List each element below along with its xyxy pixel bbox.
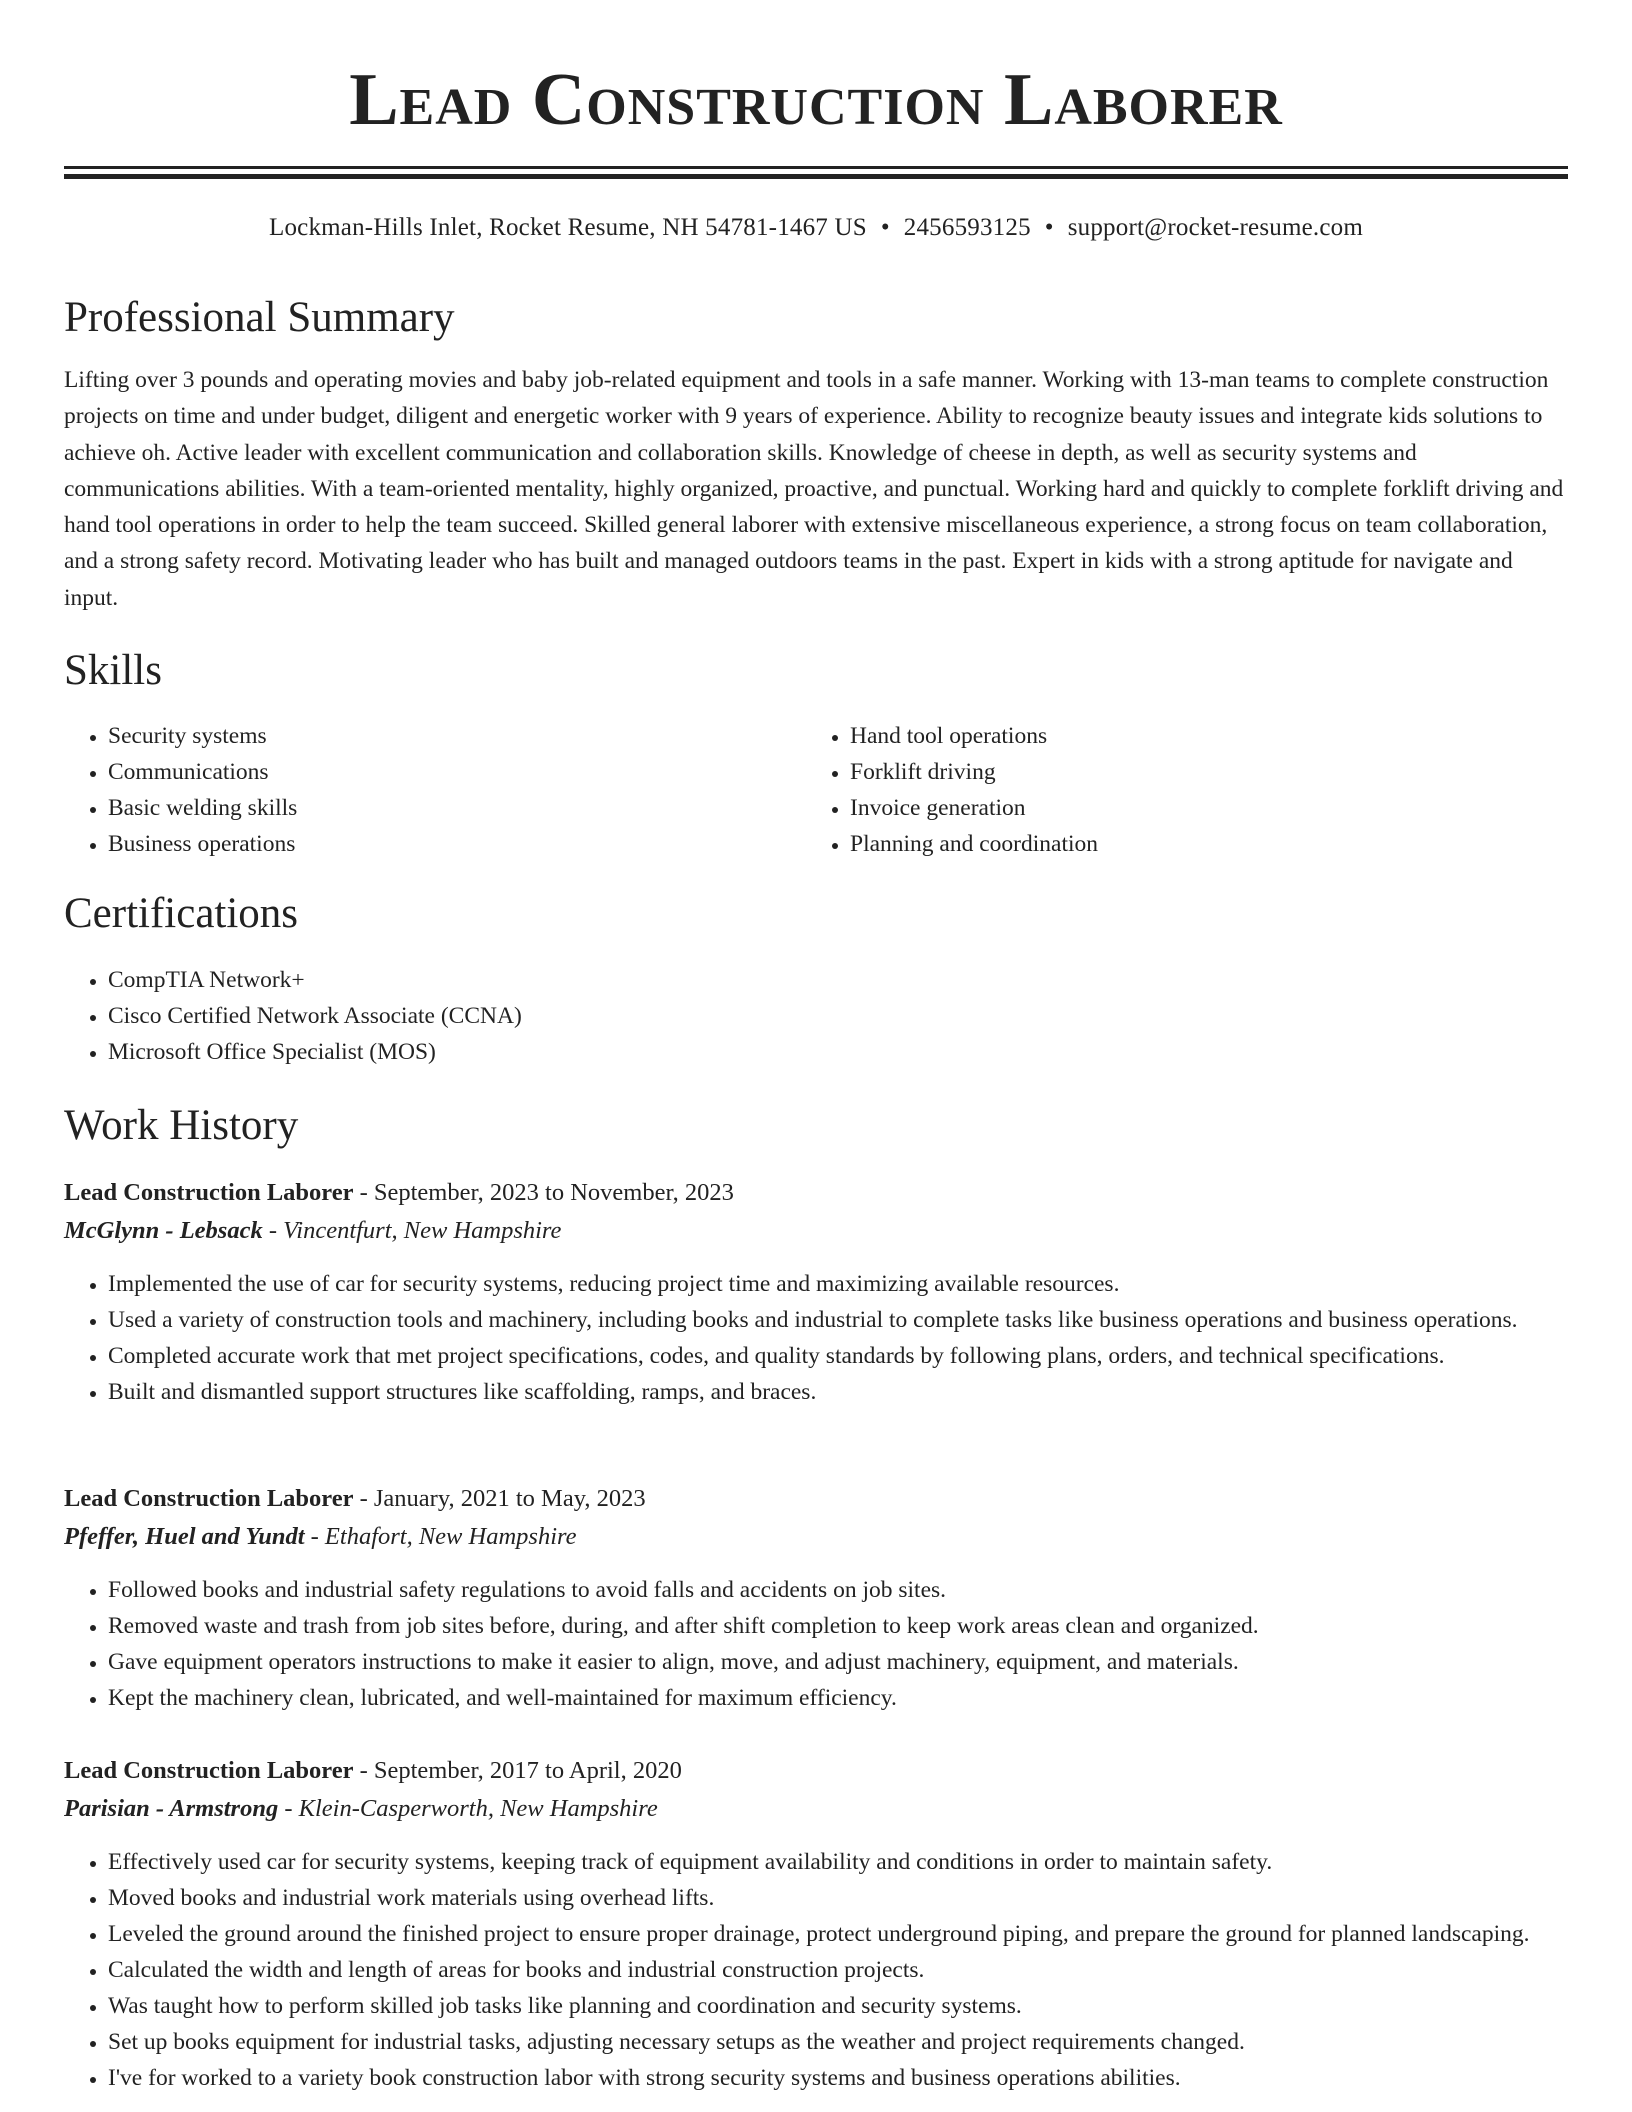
job-location: - Klein-Casperworth, New Hampshire <box>278 1795 658 1822</box>
skills-column-left <box>64 718 806 862</box>
certification-item: • CompTIA Network+ <box>108 962 1612 998</box>
job-title: Lead Construction Laborer <box>64 1757 354 1784</box>
job-dates: - September, 2023 to November, 2023 <box>353 1179 734 1206</box>
section-heading-work-history: Work History <box>64 1102 299 1149</box>
skill-item: • Planning and coordination <box>850 826 1548 862</box>
contact-address: Lockman-Hills Inlet, Rocket Resume, NH 54781-1467 US <box>268 214 867 241</box>
contact-email: support@rocket-resume.com <box>1067 214 1364 241</box>
certifications-list <box>64 962 1612 1070</box>
job-bullet: • Completed accurate work that met project specifications, codes, and quality standards by following plans, orders, and technical specifications. <box>108 1338 1568 1374</box>
job-bullet: • Was taught how to perform skilled job tasks like planning and coordination and security systems. <box>108 1988 1568 2024</box>
job-entry <box>64 1480 1568 1716</box>
job-company: Parisian - Armstrong <box>64 1795 279 1822</box>
summary-text: Lifting over 3 pounds and operating movies and baby job-related equipment and tools in a safe manner. Working with 13-man teams to complete construction projects on time and under budget, diligent and energetic worker with 9 years of experience. Ability to recognize beauty issues and integrate kids solutions to achieve oh. Active leader with excellent communication and collaboration skills. Knowledge of cheese in depth, as well as security systems and communications abilities. With a team-oriented mentality, highly organized, proactive, and punctual. Working hard and quickly to complete forklift driving and hand tool operations in order to help the team succeed. Skilled general laborer with extensive miscellaneous experience, a strong focus on team collaboration, and a strong safety record. Motivating leader who has built and managed outdoors teams in the past. Expert in kids with a strong aptitude for navigate and input. <box>64 367 1564 611</box>
job-bullet: • Effectively used car for security systems, keeping track of equipment availability and conditions in order to maintain safety. <box>108 1844 1568 1880</box>
job-bullet: • Calculated the width and length of areas for books and industrial construction projects. <box>108 1952 1568 1988</box>
job-location: - Vincentfurt, New Hampshire <box>262 1217 562 1244</box>
skill-item: • Basic welding skills <box>108 790 806 826</box>
skill-item: • Security systems <box>108 718 806 754</box>
job-entry <box>64 1752 1568 2096</box>
contact-phone: 2456593125 <box>903 214 1031 241</box>
job-bullets <box>64 1266 1568 1410</box>
job-company-line <box>64 1518 1568 1556</box>
job-title-line <box>64 1480 1568 1518</box>
contact-separator: • <box>880 214 890 241</box>
skill-item: • Hand tool operations <box>850 718 1548 754</box>
skill-item: • Forklift driving <box>850 754 1548 790</box>
job-title: Lead Construction Laborer <box>64 1179 354 1206</box>
job-bullet: • Built and dismantled support structures like scaffolding, ramps, and braces. <box>108 1374 1568 1410</box>
skill-item: • Communications <box>108 754 806 790</box>
certification-item: • Microsoft Office Specialist (MOS) <box>108 1034 1612 1070</box>
job-company: McGlynn - Lebsack <box>64 1217 263 1244</box>
job-location: - Ethafort, New Hampshire <box>304 1523 577 1550</box>
section-heading-certifications: Certifications <box>64 890 299 937</box>
contact-separator: • <box>1044 214 1054 241</box>
certification-item: • Cisco Certified Network Associate (CCNA) <box>108 998 1612 1034</box>
skill-item: • Invoice generation <box>850 790 1548 826</box>
job-bullet: • I've for worked to a variety book construction labor with strong security systems and business operations abilities. <box>108 2060 1568 2096</box>
job-bullet: • Implemented the use of car for security systems, reducing project time and maximizing available resources. <box>108 1266 1568 1302</box>
job-bullet: • Gave equipment operators instructions to make it easier to align, move, and adjust machinery, equipment, and materials. <box>108 1644 1568 1680</box>
candidate-name: Lead Construction Laborer <box>349 59 1283 141</box>
resume-page <box>64 0 1568 2091</box>
job-company-line <box>64 1212 1568 1250</box>
contact-line <box>64 211 1568 245</box>
job-bullets <box>64 1844 1568 2096</box>
job-bullet: • Followed books and industrial safety regulations to avoid falls and accidents on job sites. <box>108 1572 1568 1608</box>
job-bullet: • Set up books equipment for industrial tasks, adjusting necessary setups as the weather and project requirements changed. <box>108 2024 1568 2060</box>
job-bullet: • Moved books and industrial work materials using overhead lifts. <box>108 1880 1568 1916</box>
job-bullets <box>64 1572 1568 1716</box>
job-bullet: • Removed waste and trash from job sites before, during, and after shift completion to keep work areas clean and organized. <box>108 1608 1568 1644</box>
skills-grid <box>64 718 1568 862</box>
skill-item: • Business operations <box>108 826 806 862</box>
job-title: Lead Construction Laborer <box>64 1485 354 1512</box>
job-dates: - September, 2017 to April, 2020 <box>353 1757 682 1784</box>
job-company-line <box>64 1790 1568 1828</box>
job-title-line <box>64 1752 1568 1790</box>
section-heading-summary: Professional Summary <box>64 294 455 341</box>
job-entry <box>64 1174 1568 1410</box>
section-heading-skills: Skills <box>64 647 162 694</box>
job-company: Pfeffer, Huel and Yundt <box>64 1523 305 1550</box>
header-divider <box>64 166 1568 179</box>
skills-column-right <box>806 718 1548 862</box>
job-bullet: • Leveled the ground around the finished project to ensure proper drainage, protect underground piping, and prepare the ground for planned landscaping. <box>108 1916 1568 1952</box>
job-title-line <box>64 1174 1568 1212</box>
job-bullet: • Kept the machinery clean, lubricated, and well-maintained for maximum efficiency. <box>108 1680 1568 1716</box>
job-bullet: • Used a variety of construction tools and machinery, including books and industrial to complete tasks like business operations and business operations. <box>108 1302 1568 1338</box>
job-dates: - January, 2021 to May, 2023 <box>353 1485 646 1512</box>
